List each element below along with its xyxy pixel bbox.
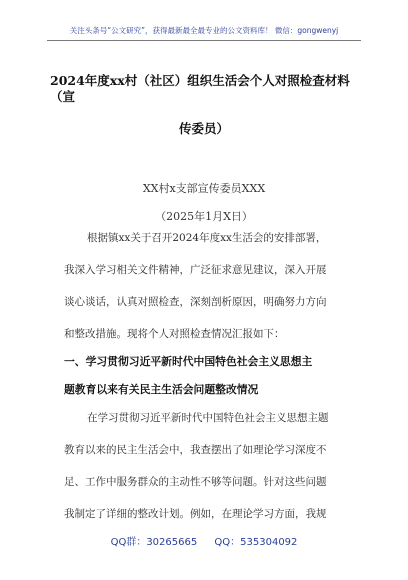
intro-paragraph-line: 和整改措施。现将个人对照检查情况汇报如下： [64,328,285,340]
section-paragraph-line: 足、工作中服务群众的主动性不够等问题。针对这些问题 [64,476,327,488]
document-date: （2025年1月X日） [155,210,253,223]
footer-qq-group: QQ群：30265665 [110,537,198,548]
intro-paragraph-line: 根据镇xx关于召开2024年度xx生活会的安排部署， [87,232,327,244]
footer-qq-number: QQ：535304092 [214,537,298,548]
intro-paragraph-line: 我深入学习相关文件精神，广泛征求意见建议，深入开展 [64,264,327,276]
footer-contacts [0,533,408,548]
section-paragraph-line: 我制定了详细的整改计划。例如，在理论学习方面，我规 [64,508,327,520]
intro-paragraph-line: 谈心谈话，认真对照检查，深刻剖析原因，明确努力方向 [64,296,327,308]
document-title-line-1: 2024年度xx村（社区）组织生活会个人对照检查材料（宣 [50,73,350,104]
section-paragraph-line: 在学习贯彻习近平新时代中国特色社会主义思想主题 [87,412,329,424]
section-paragraph-line: 教育以来的民主生活会中，我查摆出了如理论学习深度不 [64,444,327,456]
section-heading-line: 一、学习贯彻习近平新时代中国特色社会主义思想主 [64,355,313,368]
header-note: 关注头条号“公文研究”，获得最新最全最专业的公文资料库！ 微信：gongwenyj [69,26,339,35]
section-heading-line: 题教育以来有关民主生活会问题整改情况 [64,383,259,396]
author-byline: XX村x支部宣传委员XXX [142,182,266,195]
header-divider [47,40,361,41]
document-title-line-2: 传委员） [178,121,229,136]
